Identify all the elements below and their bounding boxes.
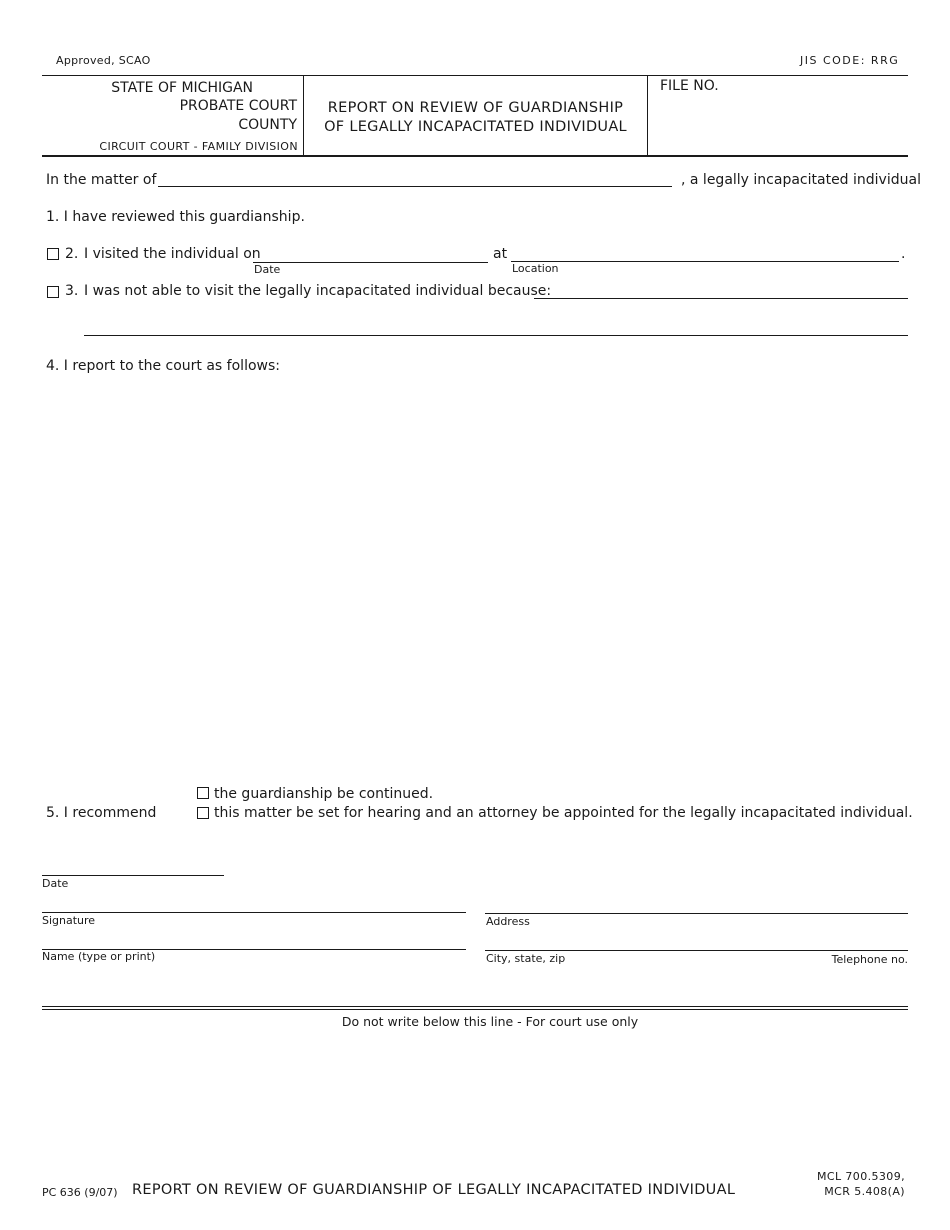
- approved-label: Approved, SCAO: [56, 54, 151, 67]
- address-line: [485, 913, 908, 914]
- circuit-court-label: CIRCUIT COURT - FAMILY DIVISION: [99, 140, 298, 153]
- header-bottom-rule: [42, 155, 908, 157]
- signature-date-label: Date: [42, 877, 69, 890]
- visit-date-line: [253, 262, 488, 263]
- set-hearing-checkbox[interactable]: [197, 807, 209, 819]
- item2-period: .: [901, 246, 906, 262]
- item5-label: 5. I recommend: [46, 805, 157, 821]
- form-title-line1: REPORT ON REVIEW OF GUARDIANSHIP: [327, 100, 624, 116]
- court-use-rule-1: [42, 1006, 908, 1007]
- report-textarea[interactable]: [64, 385, 908, 779]
- footer-title: REPORT ON REVIEW OF GUARDIANSHIP OF LEGALLY INCAPACITATED INDIVIDUAL: [132, 1182, 736, 1198]
- item4-text: 4. I report to the court as follows:: [46, 358, 280, 374]
- signature-date-line: [42, 875, 224, 876]
- continue-guardianship-checkbox[interactable]: [197, 787, 209, 799]
- form-number: PC 636 (9/07): [42, 1186, 118, 1199]
- signature-line: [42, 912, 466, 913]
- court-use-rule-2: [42, 1009, 908, 1010]
- location-label: Location: [512, 262, 559, 275]
- not-visit-reason-line-2: [84, 335, 908, 336]
- name-label: Name (type or print): [42, 950, 156, 963]
- jis-code: JIS CODE: RRG: [800, 54, 900, 67]
- city-state-zip-label: City, state, zip: [486, 952, 566, 965]
- item2-checkbox[interactable]: [47, 248, 59, 260]
- signature-date-input[interactable]: [42, 855, 224, 875]
- item3-text: I was not able to visit the legally incapacitated individual because:: [84, 283, 552, 299]
- file-no-label: FILE NO.: [660, 78, 719, 94]
- matter-prefix: In the matter of: [46, 172, 157, 188]
- mcr-reference: MCR 5.408(A): [824, 1185, 905, 1198]
- header-top-rule: [42, 75, 908, 76]
- visit-location-input[interactable]: [511, 242, 899, 262]
- not-visit-reason-input-2[interactable]: [84, 315, 908, 335]
- probate-court-label: PROBATE COURT: [179, 98, 297, 114]
- item2-at: at: [493, 246, 508, 262]
- date-label: Date: [254, 263, 281, 276]
- signature-label: Signature: [42, 914, 96, 927]
- set-hearing-text: this matter be set for hearing and an attorney be appointed for the legally incapacitated individual.: [214, 805, 913, 821]
- city-state-zip-input[interactable]: [485, 930, 908, 950]
- item1-text: 1. I have reviewed this guardianship.: [46, 209, 305, 225]
- state-label: STATE OF MICHIGAN: [111, 80, 253, 96]
- continue-guardianship-text: the guardianship be continued.: [214, 786, 434, 802]
- visit-location-line: [511, 261, 899, 262]
- city-state-zip-line: [485, 950, 908, 951]
- item2-text: I visited the individual on: [84, 246, 261, 262]
- item3-checkbox[interactable]: [47, 286, 59, 298]
- court-use-notice: Do not write below this line - For court use only: [341, 1014, 639, 1029]
- header-divider-right: [647, 75, 648, 156]
- address-input[interactable]: [485, 893, 908, 913]
- telephone-label: Telephone no.: [831, 953, 908, 966]
- matter-name-line: [158, 186, 672, 187]
- mcl-reference: MCL 700.5309,: [817, 1170, 905, 1183]
- item3-number: 3.: [65, 283, 79, 299]
- address-label: Address: [486, 915, 530, 928]
- matter-name-input[interactable]: [158, 166, 672, 186]
- file-no-input[interactable]: [652, 100, 902, 120]
- item2-number: 2.: [65, 246, 79, 262]
- name-input[interactable]: [42, 929, 466, 949]
- signature-input[interactable]: [42, 892, 466, 912]
- not-visit-reason-input[interactable]: [534, 279, 908, 299]
- county-label: COUNTY: [238, 117, 297, 133]
- form-title-line2: OF LEGALLY INCAPACITATED INDIVIDUAL: [324, 119, 627, 135]
- matter-suffix: , a legally incapacitated individual: [681, 172, 921, 188]
- visit-date-input[interactable]: [253, 242, 488, 262]
- not-visit-reason-line: [534, 298, 908, 299]
